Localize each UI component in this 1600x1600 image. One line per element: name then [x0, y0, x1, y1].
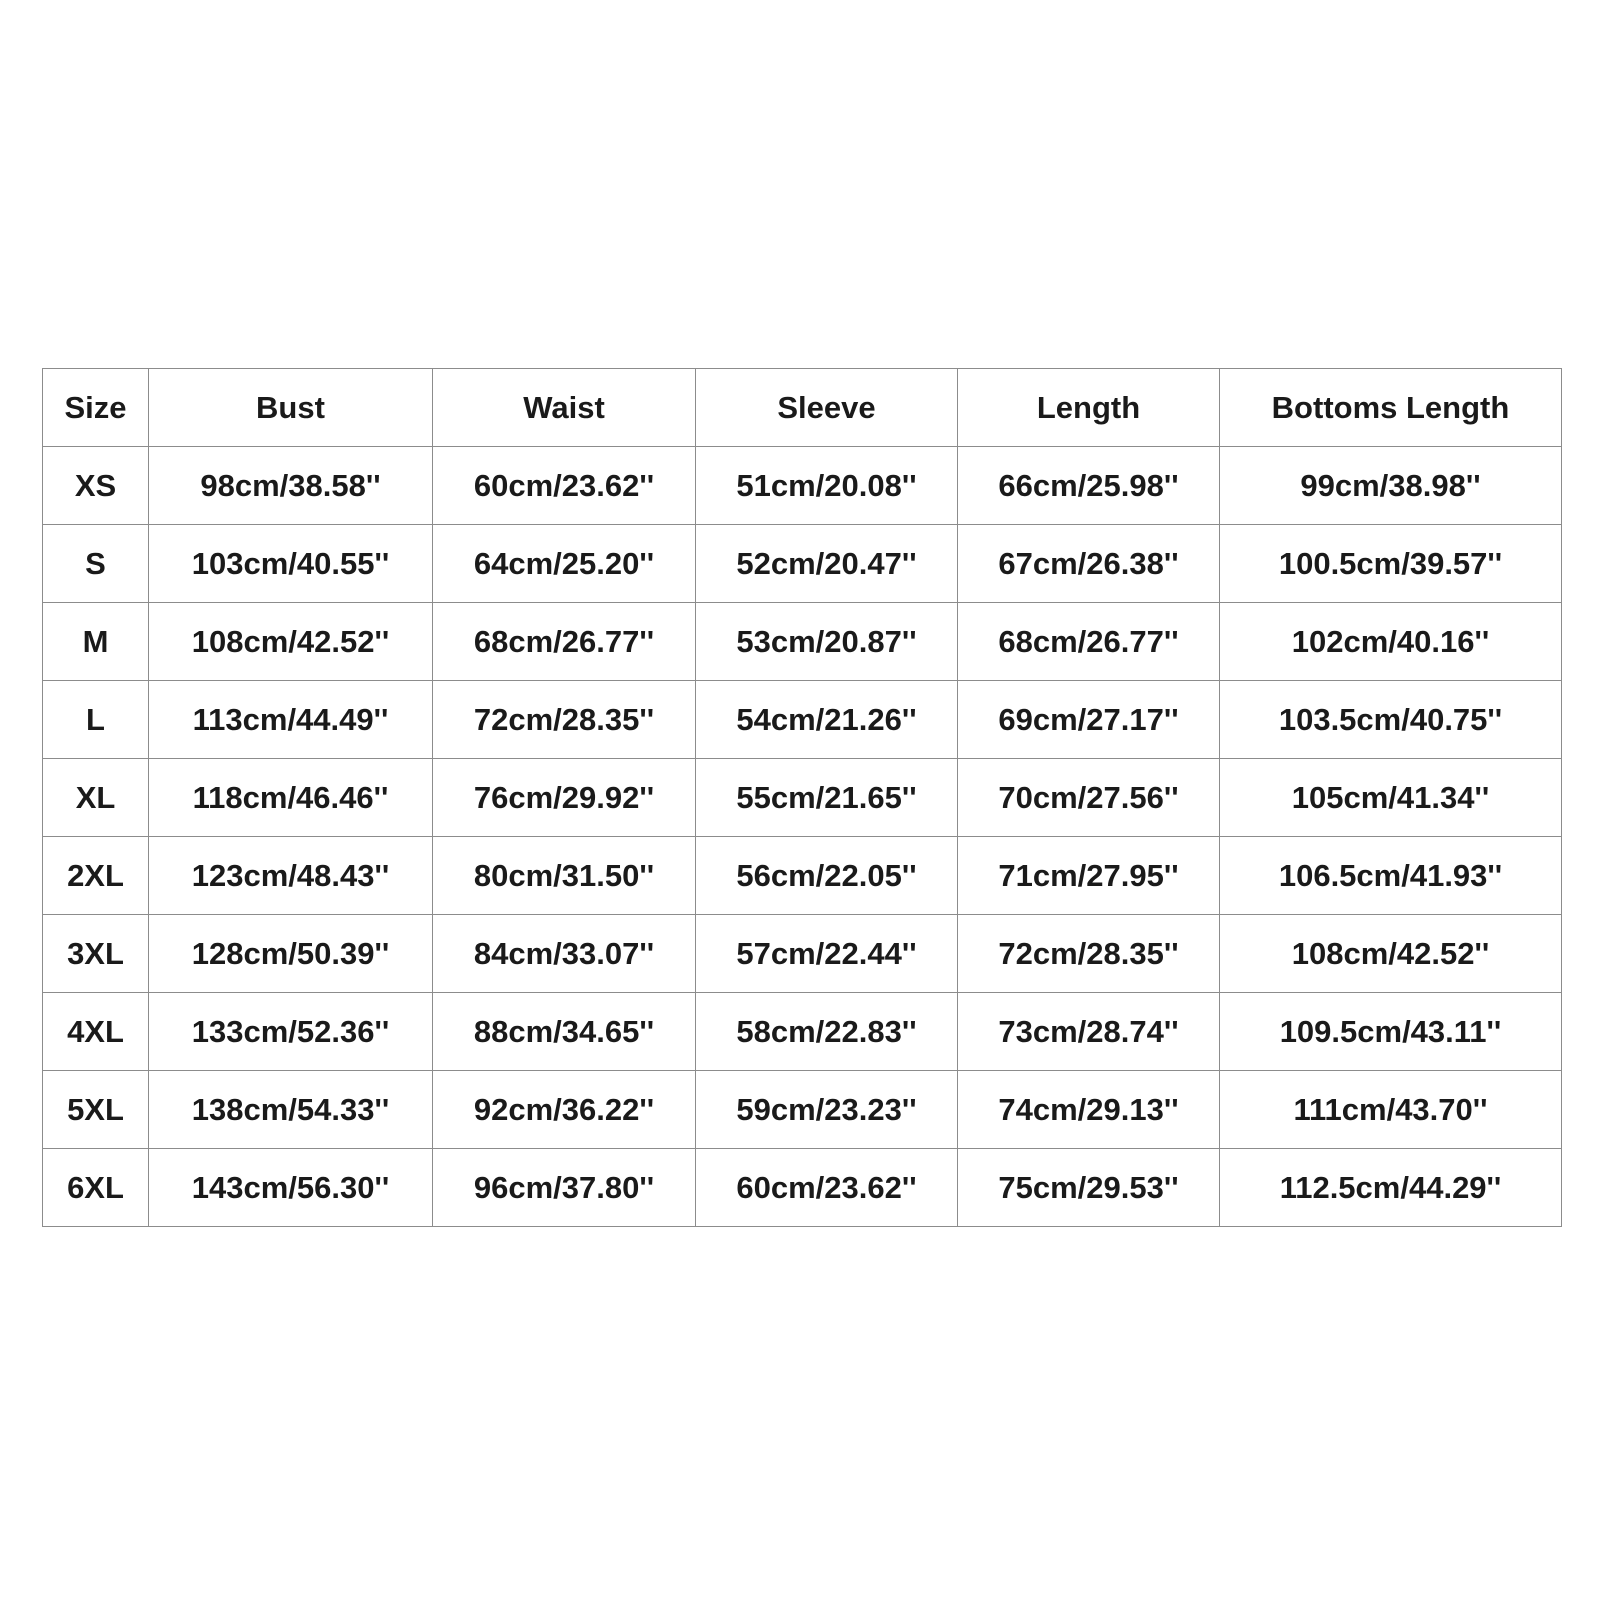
- bust-cell: 98cm/38.58'': [149, 447, 433, 525]
- size-cell: M: [43, 603, 149, 681]
- sleeve-cell: 57cm/22.44'': [696, 915, 958, 993]
- header-bust: Bust: [149, 369, 433, 447]
- length-cell: 66cm/25.98'': [958, 447, 1220, 525]
- header-waist: Waist: [433, 369, 696, 447]
- header-length: Length: [958, 369, 1220, 447]
- bottoms-length-cell: 106.5cm/41.93'': [1220, 837, 1562, 915]
- size-cell: XL: [43, 759, 149, 837]
- waist-cell: 76cm/29.92'': [433, 759, 696, 837]
- waist-cell: 88cm/34.65'': [433, 993, 696, 1071]
- header-row: [43, 369, 1562, 447]
- header-sleeve: Sleeve: [696, 369, 958, 447]
- bottoms-length-cell: 111cm/43.70'': [1220, 1071, 1562, 1149]
- table-row: [43, 603, 1562, 681]
- sleeve-cell: 60cm/23.62'': [696, 1149, 958, 1227]
- bottoms-length-cell: 105cm/41.34'': [1220, 759, 1562, 837]
- sleeve-cell: 52cm/20.47'': [696, 525, 958, 603]
- table-row: [43, 915, 1562, 993]
- bust-cell: 113cm/44.49'': [149, 681, 433, 759]
- waist-cell: 72cm/28.35'': [433, 681, 696, 759]
- table-row: [43, 1149, 1562, 1227]
- table-row: [43, 447, 1562, 525]
- sleeve-cell: 56cm/22.05'': [696, 837, 958, 915]
- waist-cell: 96cm/37.80'': [433, 1149, 696, 1227]
- length-cell: 73cm/28.74'': [958, 993, 1220, 1071]
- bottoms-length-cell: 112.5cm/44.29'': [1220, 1149, 1562, 1227]
- table-row: [43, 837, 1562, 915]
- waist-cell: 84cm/33.07'': [433, 915, 696, 993]
- bust-cell: 103cm/40.55'': [149, 525, 433, 603]
- sleeve-cell: 54cm/21.26'': [696, 681, 958, 759]
- bust-cell: 118cm/46.46'': [149, 759, 433, 837]
- length-cell: 70cm/27.56'': [958, 759, 1220, 837]
- length-cell: 68cm/26.77'': [958, 603, 1220, 681]
- waist-cell: 60cm/23.62'': [433, 447, 696, 525]
- bottoms-length-cell: 99cm/38.98'': [1220, 447, 1562, 525]
- size-cell: L: [43, 681, 149, 759]
- bottoms-length-cell: 102cm/40.16'': [1220, 603, 1562, 681]
- waist-cell: 68cm/26.77'': [433, 603, 696, 681]
- length-cell: 71cm/27.95'': [958, 837, 1220, 915]
- length-cell: 67cm/26.38'': [958, 525, 1220, 603]
- size-cell: 4XL: [43, 993, 149, 1071]
- size-cell: 6XL: [43, 1149, 149, 1227]
- sleeve-cell: 58cm/22.83'': [696, 993, 958, 1071]
- size-chart-table: [42, 368, 1562, 1227]
- bottoms-length-cell: 100.5cm/39.57'': [1220, 525, 1562, 603]
- header-size: Size: [43, 369, 149, 447]
- size-cell: 5XL: [43, 1071, 149, 1149]
- bust-cell: 123cm/48.43'': [149, 837, 433, 915]
- bust-cell: 138cm/54.33'': [149, 1071, 433, 1149]
- size-cell: S: [43, 525, 149, 603]
- bust-cell: 128cm/50.39'': [149, 915, 433, 993]
- length-cell: 75cm/29.53'': [958, 1149, 1220, 1227]
- table-row: [43, 525, 1562, 603]
- waist-cell: 64cm/25.20'': [433, 525, 696, 603]
- bottoms-length-cell: 108cm/42.52'': [1220, 915, 1562, 993]
- sleeve-cell: 55cm/21.65'': [696, 759, 958, 837]
- bust-cell: 133cm/52.36'': [149, 993, 433, 1071]
- table-row: [43, 993, 1562, 1071]
- size-cell: 2XL: [43, 837, 149, 915]
- header-bottoms-length: Bottoms Length: [1220, 369, 1562, 447]
- bust-cell: 143cm/56.30'': [149, 1149, 433, 1227]
- size-cell: XS: [43, 447, 149, 525]
- sleeve-cell: 51cm/20.08'': [696, 447, 958, 525]
- table-row: [43, 681, 1562, 759]
- waist-cell: 92cm/36.22'': [433, 1071, 696, 1149]
- table-row: [43, 1071, 1562, 1149]
- bottoms-length-cell: 109.5cm/43.11'': [1220, 993, 1562, 1071]
- table-row: [43, 759, 1562, 837]
- bust-cell: 108cm/42.52'': [149, 603, 433, 681]
- sleeve-cell: 59cm/23.23'': [696, 1071, 958, 1149]
- sleeve-cell: 53cm/20.87'': [696, 603, 958, 681]
- waist-cell: 80cm/31.50'': [433, 837, 696, 915]
- length-cell: 74cm/29.13'': [958, 1071, 1220, 1149]
- length-cell: 69cm/27.17'': [958, 681, 1220, 759]
- bottoms-length-cell: 103.5cm/40.75'': [1220, 681, 1562, 759]
- size-cell: 3XL: [43, 915, 149, 993]
- length-cell: 72cm/28.35'': [958, 915, 1220, 993]
